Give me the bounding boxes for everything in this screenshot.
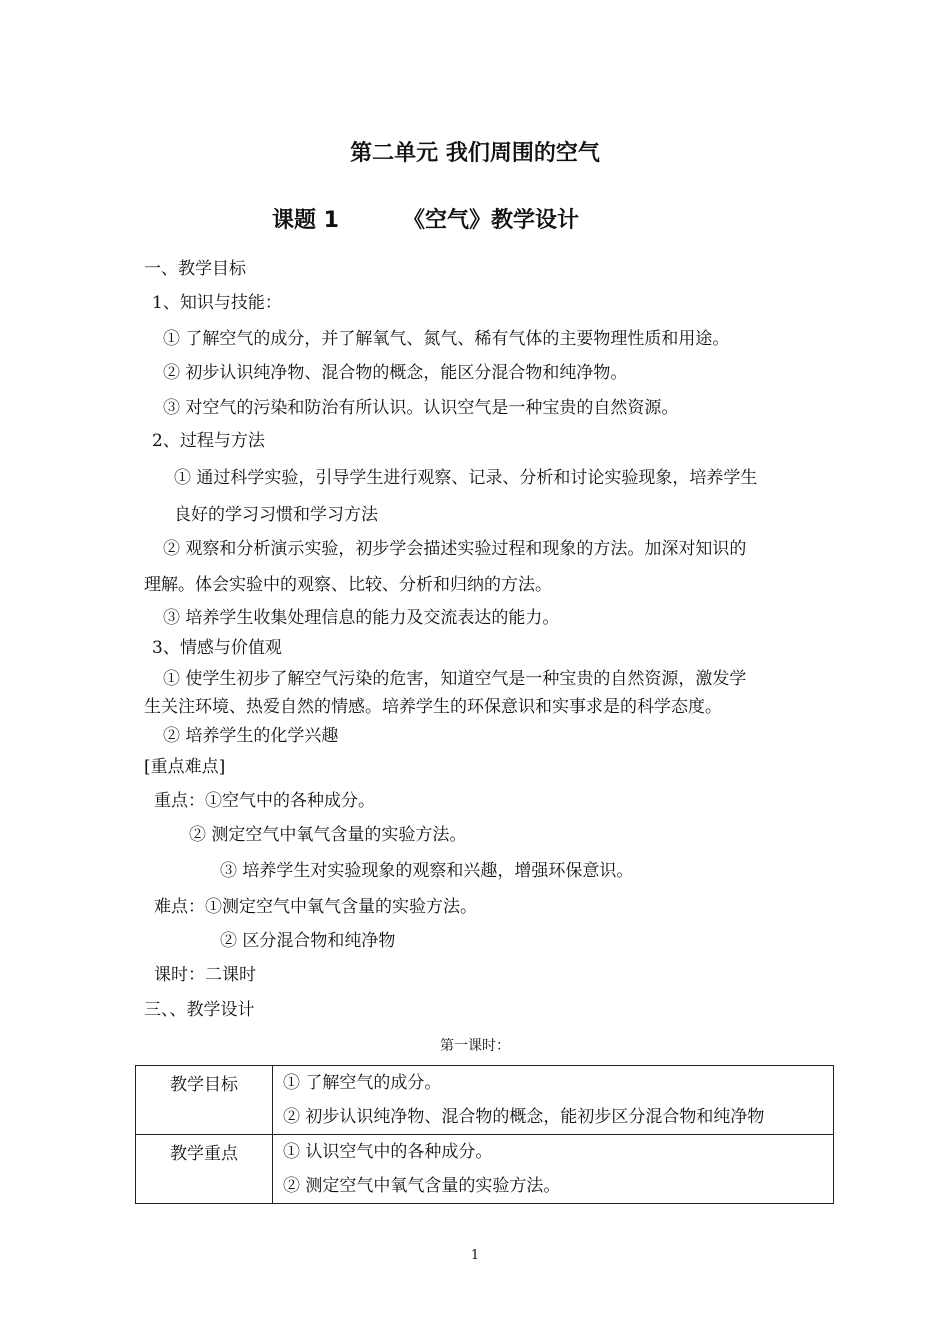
- document-subtitle: [272, 203, 579, 234]
- paragraph-line: ① 了解空气的成分，并了解氧气、氮气、稀有气体的主要物理性质和用途。: [163, 329, 730, 349]
- paragraph-line: ③ 培养学生收集处理信息的能力及交流表达的能力。: [163, 608, 560, 628]
- subtitle-prefix: 课题 1: [272, 208, 339, 233]
- row-label: 教学目标: [136, 1066, 273, 1135]
- difficulty-line: 难点：①测定空气中氧气含量的实验方法。: [154, 897, 477, 917]
- page-number: 1: [470, 1248, 480, 1263]
- row-content: [273, 1066, 834, 1135]
- paragraph-line: 良好的学习习惯和学习方法: [174, 505, 378, 525]
- paragraph-line: ② 观察和分析演示实验，初步学会描述实验过程和现象的方法。加深对知识的: [163, 539, 747, 559]
- table-row: [136, 1066, 834, 1135]
- paragraph-line: ③ 对空气的污染和防治有所认识。认识空气是一种宝贵的自然资源。: [163, 398, 679, 418]
- subtitle-name: 《空气》教学设计: [402, 208, 579, 233]
- subheading-process: 2、过程与方法: [152, 431, 265, 451]
- class-hours: 课时：二课时: [154, 965, 256, 985]
- paragraph-line: ② 初步认识纯净物、混合物的概念，能区分混合物和纯净物。: [163, 363, 628, 383]
- list-item: ① 认识空气中的各种成分。: [283, 1142, 493, 1162]
- list-item: ② 初步认识纯净物、混合物的概念，能初步区分混合物和纯净物: [283, 1107, 765, 1127]
- table-caption: 第一课时：: [440, 1038, 510, 1054]
- paragraph-line: 理解。体会实验中的观察、比较、分析和归纳的方法。: [144, 575, 552, 595]
- row-content: [273, 1135, 834, 1204]
- paragraph-line: 生关注环境、热爱自然的情感。培养学生的环保意识和实事求是的科学态度。: [144, 697, 722, 717]
- difficulty-line: ② 区分混合物和纯净物: [220, 931, 396, 951]
- key-point-line: ② 测定空气中氧气含量的实验方法。: [189, 825, 467, 845]
- lesson-table: [135, 1065, 834, 1204]
- section-heading-objectives: 一、教学目标: [144, 259, 246, 279]
- list-item: ① 了解空气的成分。: [283, 1073, 442, 1093]
- paragraph-line: ① 通过科学实验，引导学生进行观察、记录、分析和讨论实验现象，培养学生: [174, 468, 758, 488]
- section-heading-design: 三、、教学设计: [144, 1000, 255, 1020]
- section-heading-key-points: [重点难点]: [144, 757, 226, 777]
- key-point-line: 重点：①空气中的各种成分。: [154, 791, 375, 811]
- row-label: 教学重点: [136, 1135, 273, 1204]
- table-row: [136, 1135, 834, 1204]
- subheading-knowledge: 1、知识与技能：: [152, 293, 282, 313]
- subheading-values: 3、情感与价值观: [152, 638, 282, 658]
- document-title: 第二单元 我们周围的空气: [350, 141, 600, 166]
- key-point-line: ③ 培养学生对实验现象的观察和兴趣，增强环保意识。: [220, 861, 634, 881]
- paragraph-line: ② 培养学生的化学兴趣: [163, 726, 339, 746]
- paragraph-line: ① 使学生初步了解空气污染的危害，知道空气是一种宝贵的自然资源，激发学: [163, 669, 747, 689]
- list-item: ② 测定空气中氧气含量的实验方法。: [283, 1176, 561, 1196]
